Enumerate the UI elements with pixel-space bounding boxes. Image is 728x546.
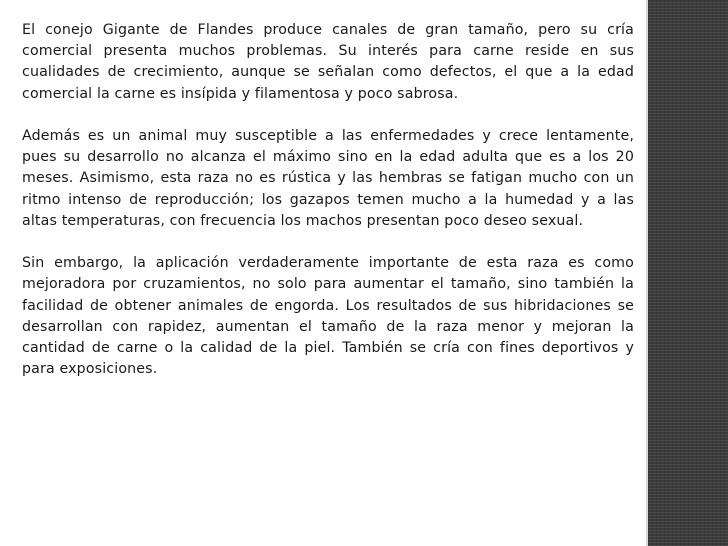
- paragraph-1: El conejo Gigante de Flandes produce canales de gran tamaño, pero su cría comercial presenta muchos problemas. Su interés para carne reside en sus cualidades de crecimiento, aunque se señalan como defectos, el que a la edad comercial la carne es insípida y filamentosa y poco sabrosa.: [22, 22, 634, 102]
- slide-body-text: [22, 20, 634, 380]
- decorative-side-panel: [648, 0, 728, 546]
- paragraph-2: Además es un animal muy susceptible a las enfermedades y crece lentamente, pues su desarrollo no alcanza el máximo sino en la edad adulta que es a los 20 meses. Asimismo, esta raza no es rústica y las hembras se fatigan mucho con un ritmo intenso de reproducción; los gazapos temen mucho a la humedad y a las altas temperaturas, con frecuencia los machos presentan poco deseo sexual.: [22, 128, 634, 229]
- paragraph-3: Sin embargo, la aplicación verdaderamente importante de esta raza es como mejoradora por cruzamientos, no solo para aumentar el tamaño, sino también la facilidad de obtener animales de engorda. Los resultados de sus hibridaciones se desarrollan con rapidez, aumentan el tamaño de la raza menor y mejoran la cantidad de carne o la calidad de la piel. También se cría con fines deportivos y para exposiciones.: [22, 255, 634, 378]
